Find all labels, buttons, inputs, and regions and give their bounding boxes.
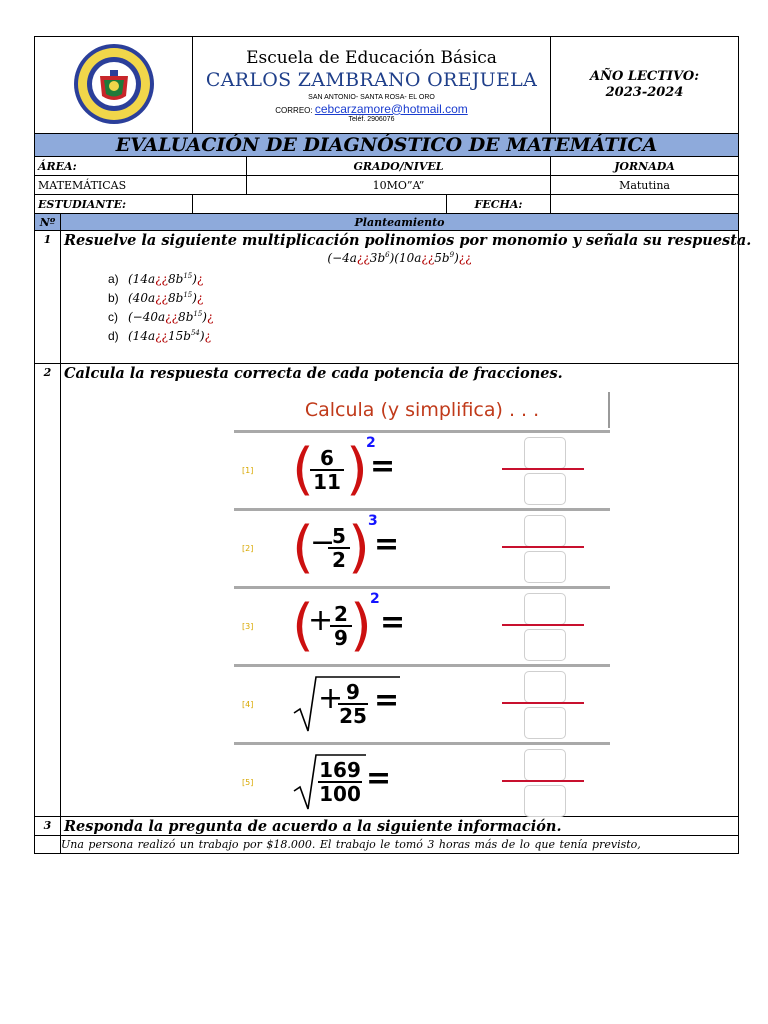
row-label: [4] [242, 700, 254, 709]
answer-line [502, 780, 524, 782]
answer-line [566, 780, 584, 782]
fraction: 5 2 [328, 525, 350, 571]
column-number: Nº [35, 214, 61, 231]
fraction-row-3 [234, 586, 610, 665]
question-3-text-row [35, 836, 739, 854]
question-1-row [35, 231, 739, 364]
answer-line [566, 546, 584, 548]
right-paren: ) [346, 437, 368, 502]
right-paren: ) [350, 593, 372, 658]
equals-sign: = [380, 605, 406, 640]
question-3-title: Responda la pregunta de acuerdo a la siguiente información. [64, 818, 562, 835]
answer-numerator-input[interactable] [524, 515, 566, 547]
right-paren: ) [348, 515, 370, 580]
evaluation-sheet [34, 36, 752, 854]
answer-numerator-input[interactable] [524, 437, 566, 469]
answer-fraction-bar [522, 546, 566, 548]
shift-label: JORNADA [551, 157, 739, 176]
panel-divider [608, 392, 610, 428]
student-field[interactable] [193, 195, 447, 214]
school-year-label: AÑO LECTIVO: [590, 68, 699, 84]
shift-value: Matutina [551, 176, 739, 195]
email-link[interactable]: cebcarzamore@hotmail.com [314, 101, 468, 116]
grade-label: GRADO/NIVEL [247, 157, 551, 176]
evaluation-form [34, 36, 752, 854]
answer-line [502, 702, 524, 704]
fraction-row-4 [234, 664, 610, 743]
answer-fraction-bar [522, 780, 566, 782]
row-label: [3] [242, 622, 254, 631]
column-statement: Planteamiento [61, 214, 739, 231]
exponent: 3 [368, 513, 378, 529]
answer-numerator-input[interactable] [524, 671, 566, 703]
fraction: 169 100 [319, 758, 361, 806]
answer-denominator-input[interactable] [524, 629, 566, 661]
date-label: FECHA: [447, 195, 551, 214]
sign: + [318, 681, 344, 716]
school-logo-icon [72, 42, 156, 126]
equals-sign: = [374, 527, 400, 562]
answer-denominator-input[interactable] [524, 707, 566, 739]
question-number: 3 [35, 817, 61, 836]
option-d[interactable]: d) $(14a¿¿15b^{54})¿$ [108, 329, 211, 343]
answer-fraction-bar [522, 468, 566, 470]
question-1-expression: $(-4a¿¿3b^6)(10a¿¿5b^9)¿¿$ [327, 251, 472, 265]
panel-title: Calcula (y simplifica) . . . [304, 399, 540, 421]
fraction-row-1 [234, 430, 610, 509]
fraction: 6 11 [310, 447, 344, 493]
equals-sign: = [374, 683, 400, 718]
school-header [193, 37, 551, 134]
left-paren: ( [292, 515, 314, 580]
fraction-row-5 [234, 742, 610, 821]
student-label: ESTUDIANTE: [35, 195, 193, 214]
school-email-line [196, 103, 547, 116]
date-field[interactable] [551, 195, 739, 214]
exam-title: EVALUACIÓN DE DIAGNÓSTICO DE MATEMÁTICA [35, 134, 739, 157]
fractions-panel [234, 392, 610, 812]
school-address: SAN ANTONIO- SANTA ROSA- EL ORO [308, 94, 435, 102]
email-label: CORREO: [275, 105, 313, 115]
area-value: MATEMÁTICAS [35, 176, 247, 195]
answer-denominator-input[interactable] [524, 785, 566, 817]
answer-line [566, 702, 584, 704]
answer-numerator-input[interactable] [524, 593, 566, 625]
question-1-options [108, 268, 735, 344]
exponent: 2 [366, 435, 376, 451]
answer-denominator-input[interactable] [524, 473, 566, 505]
option-a[interactable]: a) $(14a¿¿8b^{15})¿$ [108, 272, 204, 286]
equals-sign: = [366, 761, 392, 796]
option-c[interactable]: c) $(-40a¿¿8b^{15})¿$ [108, 310, 214, 324]
sign: − [310, 525, 336, 560]
question-2-title: Calcula la respuesta correcta de cada potencia de fracciones. [64, 365, 563, 382]
row-label: [2] [242, 544, 254, 553]
answer-line [502, 624, 524, 626]
question-3-text: Una persona realizó un trabajo por $18.000. El trabajo le tomó 3 horas más de lo que tenía previsto, [61, 836, 739, 854]
grade-value: 10MO”A” [247, 176, 551, 195]
answer-fraction-bar [522, 624, 566, 626]
answer-line [502, 468, 524, 470]
school-year [551, 37, 739, 134]
exponent: 2 [370, 591, 380, 607]
left-paren: ( [292, 593, 314, 658]
fraction-row-2 [234, 508, 610, 587]
school-name: CARLOS ZAMBRANO OREJUELA [205, 69, 538, 92]
question-number: 1 [35, 231, 61, 364]
left-paren: ( [292, 437, 314, 502]
answer-fraction-bar [522, 702, 566, 704]
sign: + [308, 603, 334, 638]
school-type: Escuela de Educación Básica [246, 48, 497, 69]
row-label: [1] [242, 466, 254, 475]
question-number: 2 [35, 364, 61, 817]
answer-line [566, 468, 584, 470]
school-phone: Teléf. 2906076 [348, 116, 395, 124]
answer-denominator-input[interactable] [524, 551, 566, 583]
question-2-body [61, 364, 739, 817]
option-b[interactable]: b) $(40a¿¿8b^{15})¿$ [108, 291, 204, 305]
answer-line [502, 546, 524, 548]
empty-number-cell [35, 836, 61, 854]
row-label: [5] [242, 778, 254, 787]
question-1-body [61, 231, 752, 364]
school-logo-cell [35, 37, 193, 134]
fraction: 2 9 [330, 603, 352, 649]
answer-line [566, 624, 584, 626]
school-year-value: 2023-2024 [605, 85, 684, 100]
question-1-title: Resuelve la siguiente multiplicación polinomios por monomio y señala su respuesta. [64, 232, 752, 249]
equals-sign: = [370, 449, 396, 484]
fraction: 9 25 [339, 680, 367, 728]
area-label: ÁREA: [35, 157, 247, 176]
answer-numerator-input[interactable] [524, 749, 566, 781]
question-2-row [35, 364, 739, 817]
